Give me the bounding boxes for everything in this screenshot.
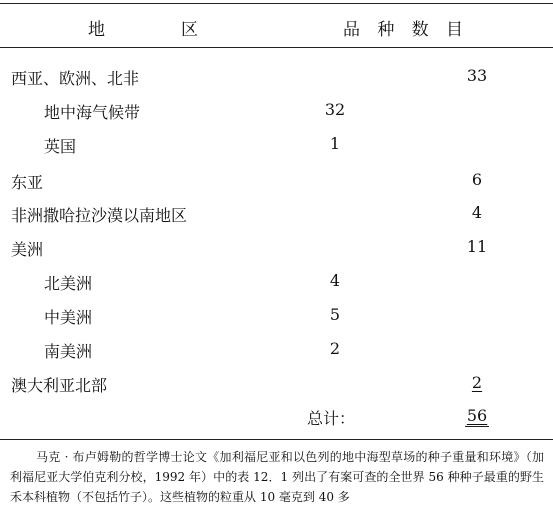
column-header-count-char-1: 品 — [343, 20, 360, 40]
row-subtotal: 2 — [329, 339, 341, 358]
total-overline — [465, 426, 489, 427]
row-label: 北美洲 — [44, 274, 93, 293]
row-total: 4 — [471, 203, 483, 222]
column-header-species-count — [343, 15, 463, 40]
row-label: 英国 — [44, 137, 77, 156]
row-total: 2 — [471, 373, 483, 392]
table-row — [0, 237, 553, 261]
row-total: 33 — [466, 66, 488, 85]
column-header-count-char-4: 目 — [445, 20, 463, 40]
table-row — [0, 100, 553, 124]
column-header-count-char-2: 种 — [377, 20, 395, 40]
row-subtotal: 5 — [329, 305, 341, 324]
column-header-region-char-2: 区 — [181, 20, 198, 40]
table-row — [0, 373, 553, 397]
row-subtotal: 4 — [329, 271, 341, 290]
row-label: 地中海气候带 — [44, 103, 141, 122]
table-row — [0, 271, 553, 295]
row-label: 澳大利亚北部 — [11, 376, 108, 395]
table-row — [0, 66, 553, 90]
table-row — [0, 170, 553, 194]
row-label: 东亚 — [11, 173, 44, 192]
row-subtotal: 1 — [329, 134, 341, 153]
row-subtotal: 32 — [324, 100, 346, 119]
table-row — [0, 339, 553, 363]
row-label: 非洲撒哈拉沙漠以南地区 — [11, 206, 188, 225]
table-row — [0, 134, 553, 158]
table-row — [0, 305, 553, 329]
table-top-rule — [0, 3, 553, 4]
table-row — [0, 203, 553, 227]
row-label: 美洲 — [11, 240, 44, 259]
column-header-count-char-3: 数 — [411, 20, 429, 40]
column-header-region — [88, 15, 198, 40]
table-header-rule — [0, 47, 553, 48]
footnote-text: 马克 · 布卢姆勒的哲学博士论文《加利福尼亚和以色列的地中海型草场的种子重量和环境》（加利福尼亚大学伯克利分校，1992 年）中的表 12．1 列出了有案可查的全世界 56 种种子最重的野生禾本科植物（不包括竹子）。这些植物的粒重从 10 毫克到 40 多 — [10, 450, 544, 504]
grand-total-value: 56 — [466, 406, 488, 425]
table-bottom-rule — [0, 439, 553, 440]
column-header-region-char-1: 地 — [88, 20, 105, 40]
row-label: 西亚、欧洲、北非 — [11, 69, 140, 88]
grand-total-label: 总计： — [307, 409, 356, 428]
row-label: 南美洲 — [44, 342, 93, 361]
row-label: 中美洲 — [44, 308, 93, 327]
row-total: 11 — [466, 237, 488, 256]
row-total: 6 — [471, 170, 483, 189]
